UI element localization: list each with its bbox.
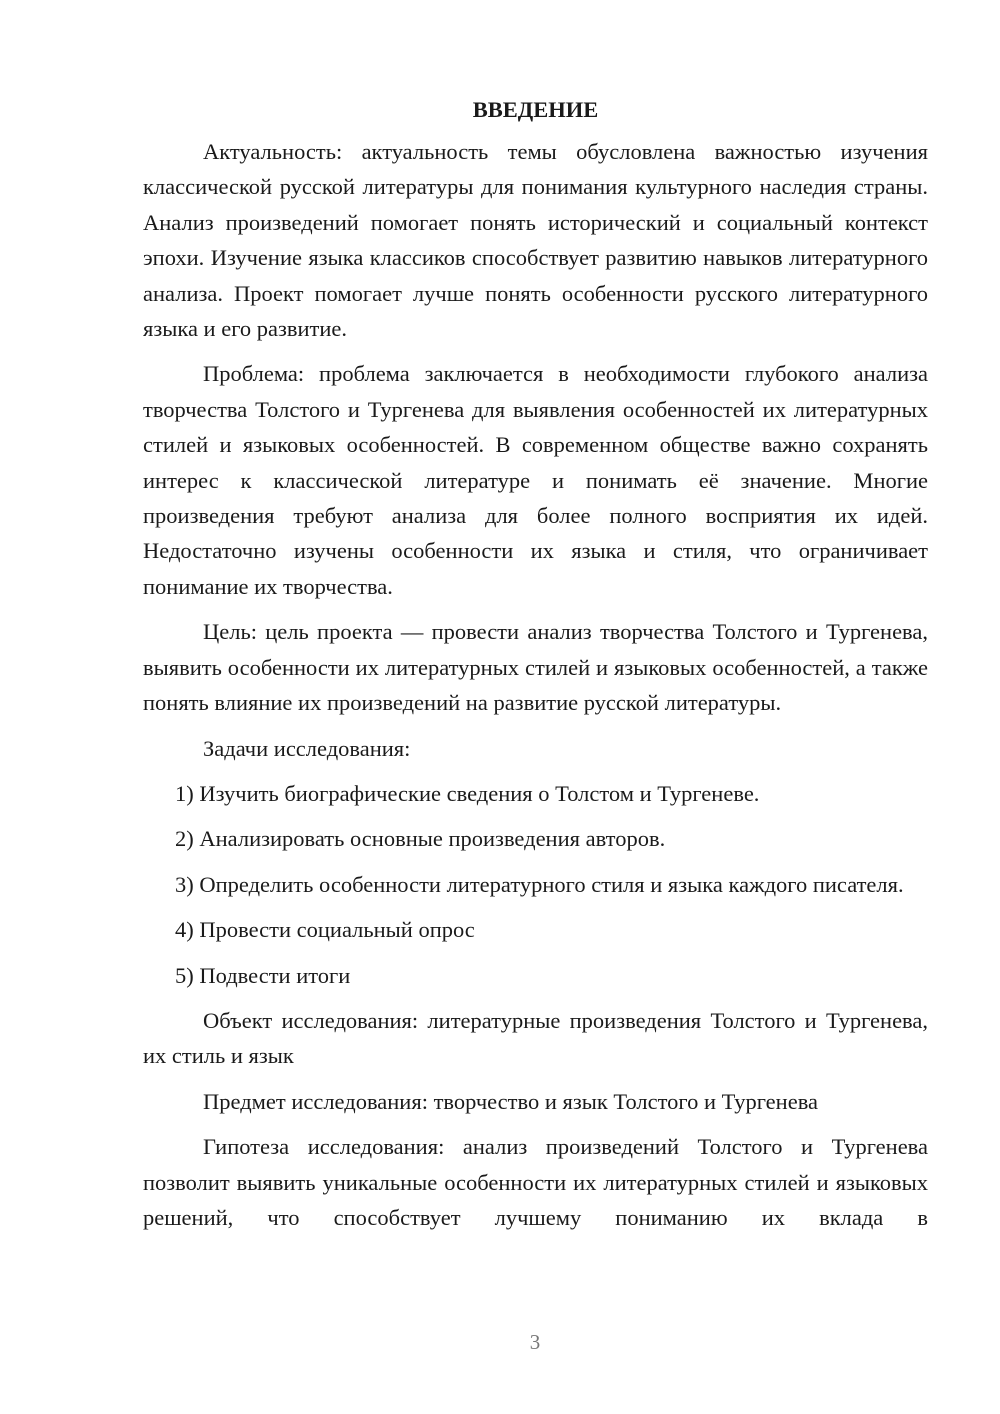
paragraph-hypothesis: Гипотеза исследования: анализ произведений Толстого и Тургенева позволит выявить уникальные особенности их литературных стилей и языковых решений, что способствует лучшему пониманию их вклада в (143, 1134, 928, 1230)
paragraph-tasks-heading: Задачи исследования: (203, 735, 411, 761)
paragraph-problem: Проблема: проблема заключается в необходимости глубокого анализа творчества Толстого и Тургенева для выявления особенностей их литературных стилей и языковых особенностей. В современном обществе важно сохранять интерес к классической литературе и понимать её значение. Многие произведения требуют анализа для более полного восприятия их идей. Недостаточно изучены особенности их языка и стиля, что ограничивает понимание их творчества. (143, 361, 928, 599)
page-number: 3 (529, 1330, 541, 1354)
paragraph-relevance: Актуальность: актуальность темы обусловлена важностью изучения классической русской литературы для понимания культурного наследия страны. Анализ произведений помогает понять исторический и социальный контекст эпохи. Изучение языка классиков способствует развитию навыков литературного анализа. Проект помогает лучше понять особенности русского литературного языка и его развитие. (143, 139, 928, 342)
document-body (143, 92, 928, 1245)
paragraph-subject: Предмет исследования: творчество и язык Толстого и Тургенева (203, 1088, 819, 1114)
paragraph-goal: Цель: цель проекта — провести анализ творчества Толстого и Тургенева, выявить особенности их литературных стилей и языковых особенностей, а также понять влияние их произведений на развитие русской литературы. (143, 619, 928, 716)
task-item-4: 4) Провести социальный опрос (175, 917, 475, 943)
task-item-1: 1) Изучить биографические сведения о Толстом и Тургеневе. (175, 780, 760, 806)
task-item-2: 2) Анализировать основные произведения авторов. (175, 826, 666, 852)
task-item-3: 3) Определить особенности литературного стиля и языка каждого писателя. (175, 871, 904, 897)
task-item-5: 5) Подвести итоги (175, 962, 351, 988)
paragraph-object: Объект исследования: литературные произведения Толстого и Тургенева, их стиль и язык (143, 1007, 928, 1069)
section-title: ВВЕДЕНИЕ (472, 97, 599, 122)
